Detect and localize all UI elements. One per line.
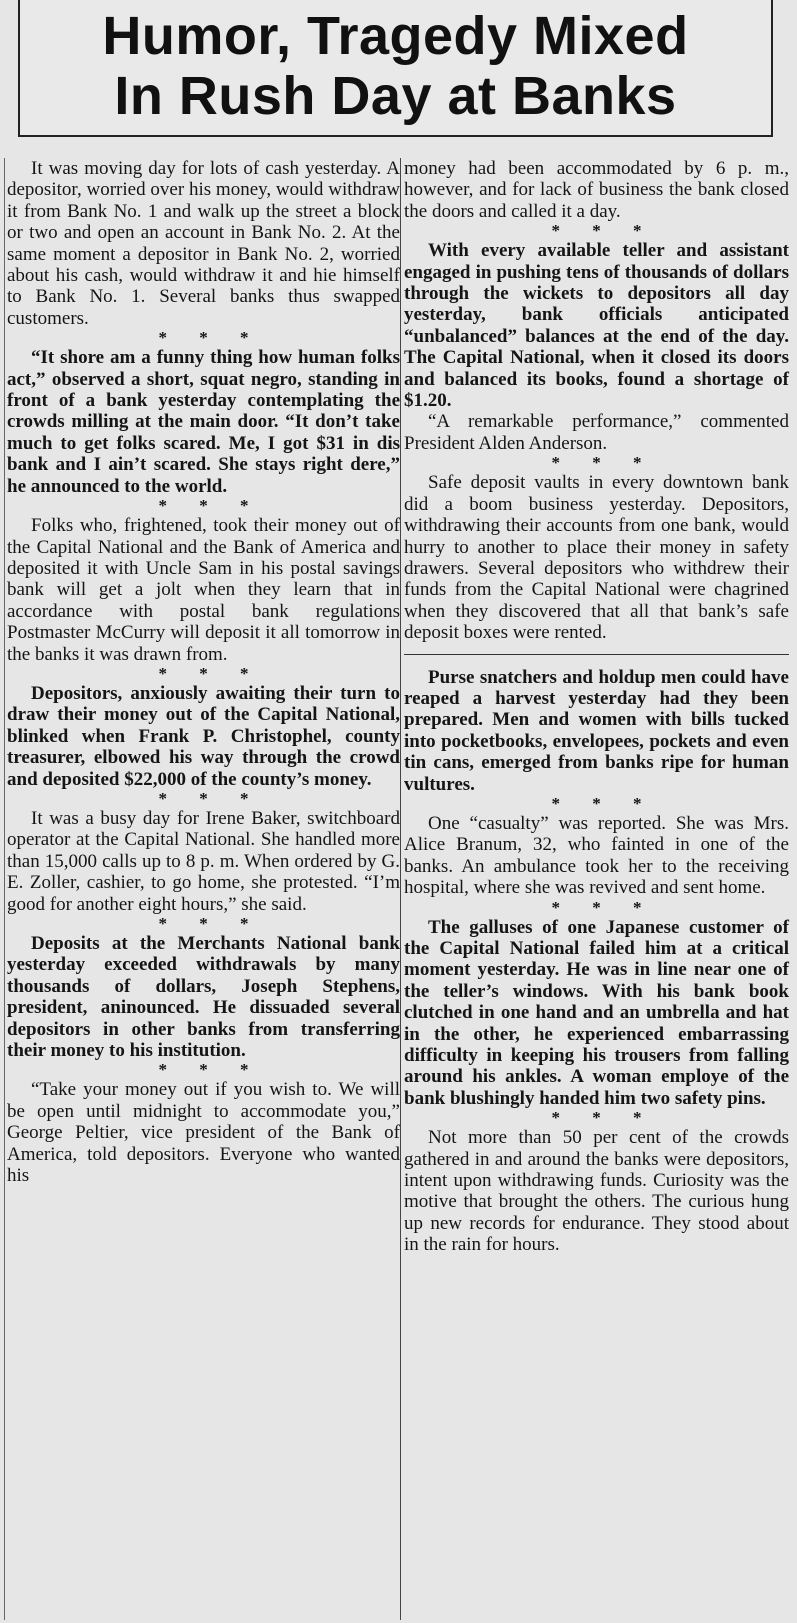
paragraph-switchboard: It was a busy day for Irene Baker, switchboard operator at the Capital National. She handled more than 15,000 calls up to 8 p. m. When ordered by G. E. Zoller, cashier, to go home, she protested. “I’m good for another eight hours,” she said. <box>7 807 400 915</box>
right-column <box>404 158 789 1256</box>
horizontal-rule <box>404 654 789 655</box>
section-separator: * * * <box>551 897 656 917</box>
paragraph-safe-deposit: Safe deposit vaults in every downtown bank did a boom business yesterday. Depositors, withdrawing their accounts from one bank, would hurry to another to place their money in safety drawers. Several depositors who withdrew their funds from the Capital National were chagrined when they discovered that all that bank’s safe deposit boxes were rented. <box>404 472 789 644</box>
headline-line-2: In Rush Day at Banks <box>114 66 677 126</box>
section-separator: * * * <box>158 663 263 683</box>
headline-box <box>18 0 773 137</box>
paragraph-remarkable: “A remarkable performance,” commented President Alden Anderson. <box>404 411 789 454</box>
paragraph-purse-snatchers: Purse snatchers and holdup men could have reaped a harvest yesterday had they been prepared. Men and women with bills tucked into pocketbooks, envelopees, pockets and even tin cans, emerged from banks ripe for human vultures. <box>404 666 789 795</box>
paragraph-bank-of-america: “Take your money out if you wish to. We will be open until midnight to accommodate you,” George Peltier, vice president of the Bank of America, told depositors. Everyone who wanted his <box>7 1079 400 1187</box>
section-separator: * * * <box>158 914 263 933</box>
paragraph-curiosity: Not more than 50 per cent of the crowds gathered in and around the banks were depositors, intent upon withdrawing funds. Curiosity was the motive that brought the others. The curious hung up new records for endurance. They stood about in the rain for hours. <box>404 1127 789 1256</box>
paragraph-merchants-national: Deposits at the Merchants National bank yesterday exceeded withdrawals by many thousands of dollars, Joseph Stephens, president, aninounced. He dissuaded several depositors in other banks from transferring their money to his institution. <box>7 933 400 1062</box>
paragraph-casualty: One “casualty” was reported. She was Mrs. Alice Branum, 32, who fainted in one of the banks. An ambulance took her to the receiving hospital, where she was revived and sent home. <box>404 812 789 899</box>
paragraph-unbalanced: With every available teller and assistant engaged in pushing tens of thousands of dollars through the wickets to depositors all day yesterday, bank officials anticipated “unbalanced” balances at the end of the day. The Capital National, when it closed its doors and balanced its books, found a shortage of $1.20. <box>404 240 789 412</box>
section-separator: * * * <box>551 453 656 473</box>
section-separator: * * * <box>158 1060 263 1080</box>
column-divider <box>400 158 401 1620</box>
paragraph-county-deposit: Depositors, anxiously awaiting their turn to draw their money out of the Capital National, blinked when Frank P. Christophel, county treasurer, elbowed his way through the crowd and deposited $22,000 of the county’s money. <box>7 682 400 790</box>
section-separator: * * * <box>158 328 263 348</box>
section-separator: * * * <box>158 496 263 516</box>
paragraph-moving-day: It was moving day for lots of cash yesterday. A depositor, worried over his money, would withdraw it from Bank No. 1 and walk up the street a block or two and open an account in Bank No. 2. At the same moment a depositor in Bank No. 2, worried about his cash, would withdraw it and hie himself to Bank No. 1. Several banks thus swapped customers. <box>7 158 400 329</box>
left-column <box>7 158 400 1186</box>
paragraph-postal-savings: Folks who, frightened, took their money out of the Capital National and the Bank of America and deposited it with Uncle Sam in his postal savings bank will get a jolt when they learn that in accordance with postal bank regulations Postmaster McCurry will deposit it all tomorrow in the banks it was drawn from. <box>7 515 400 665</box>
section-separator: * * * <box>551 221 656 241</box>
headline-line-1: Humor, Tragedy Mixed <box>102 6 689 66</box>
section-separator: * * * <box>551 1108 656 1128</box>
paragraph-continued: money had been accommodated by 6 p. m., however, and for lack of business the bank closed the doors and called it a day. <box>404 158 789 222</box>
paragraph-funny-thing: “It shore am a funny thing how human folks act,” observed a short, squat negro, standing in front of a bank yesterday contemplating the crowds milling at the main door. “It don’t take much to get folks scared. Me, I got $31 in dis bank and I ain’t scared. She stays right dere,” he announced to the world. <box>7 347 400 497</box>
left-border-rule <box>4 158 5 1620</box>
section-separator: * * * <box>158 788 263 808</box>
section-separator: * * * <box>551 793 656 813</box>
paragraph-galluses: The galluses of one Japanese customer of the Capital National failed him at a critical moment yesterday. He was in line near one of the teller’s windows. With his bank book clutched in one hand and an umbrella and hat in the other, he experienced embarrassing difficulty in keeping his trousers from falling around his ankles. A woman employe of the bank blushingly handed him two safety pins. <box>404 916 789 1109</box>
